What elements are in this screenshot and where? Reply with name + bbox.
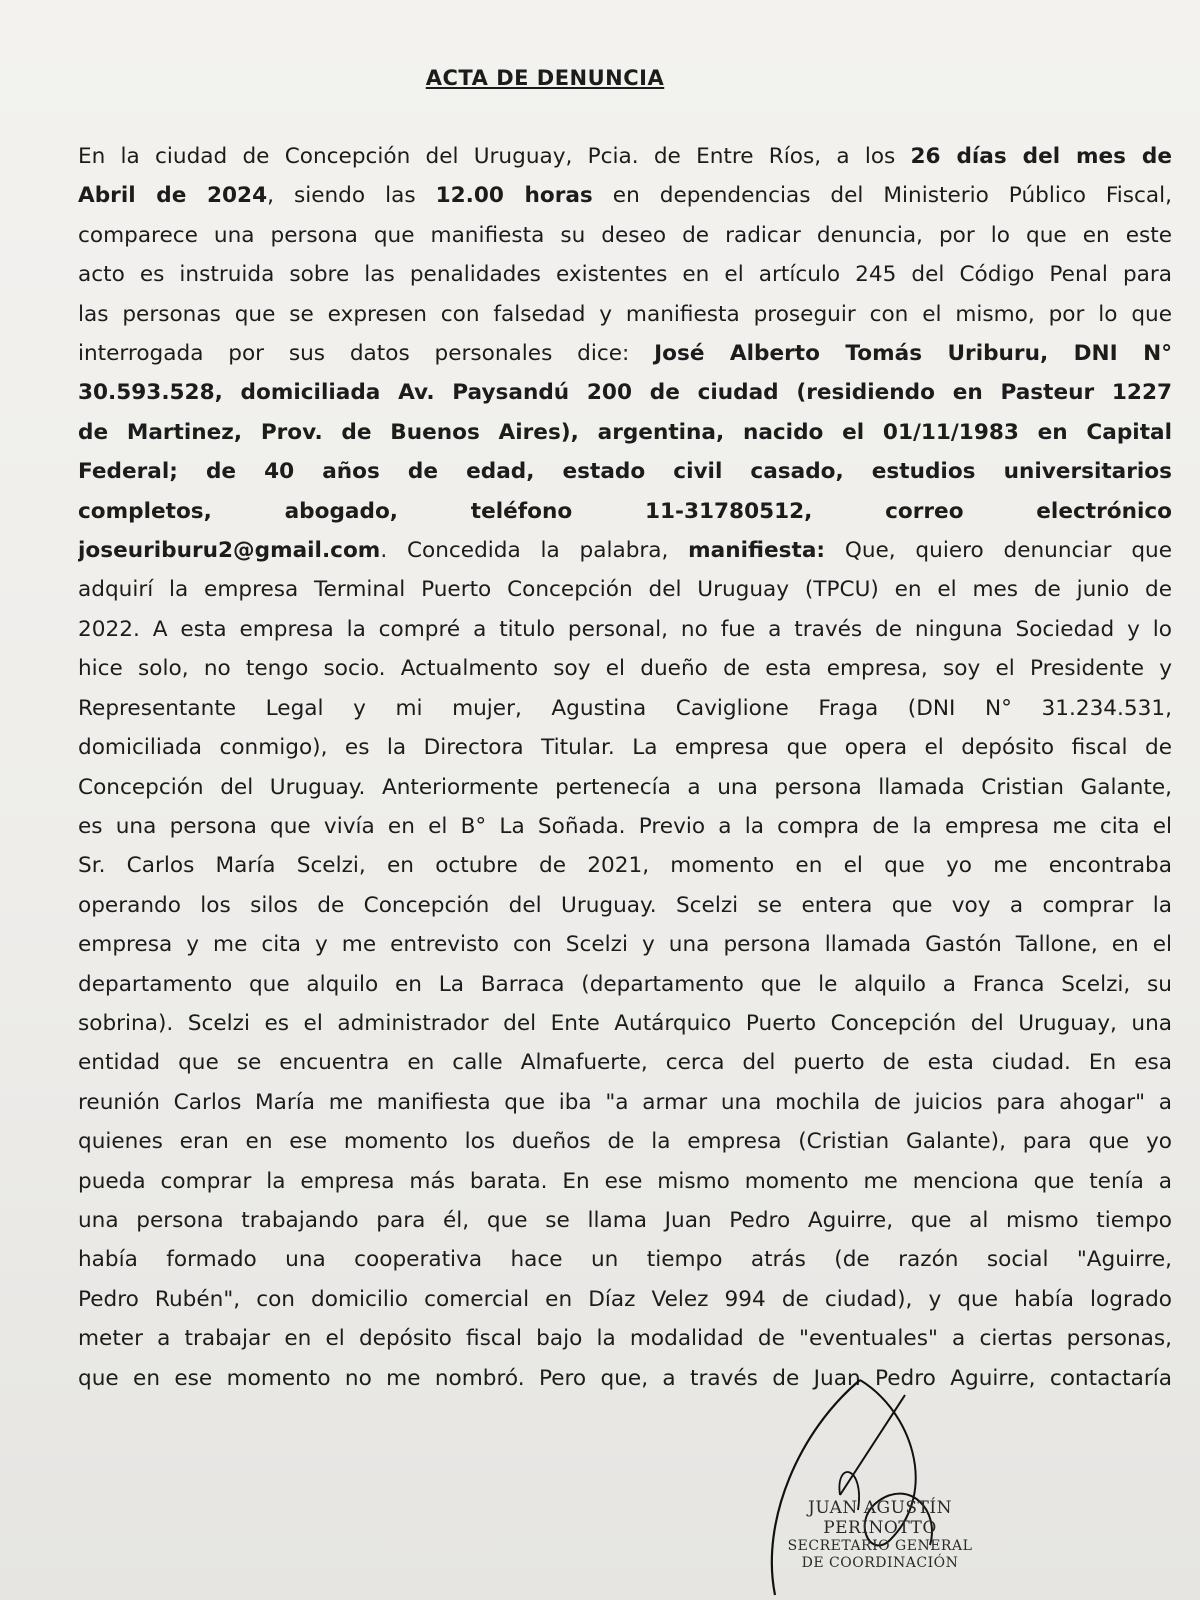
- text-segment: pueda comprar la empresa más barata. En ese mismo momento me menciona que tenía a: [78, 1168, 1172, 1194]
- bold-text-segment: joseuriburu2@gmail.com: [78, 538, 381, 564]
- text-segment: . Concedida la palabra,: [380, 538, 689, 564]
- body-line: [78, 689, 1172, 728]
- text-segment: había formado una cooperativa hace un tiempo atrás (de razón social "Aguirre,: [78, 1247, 1172, 1273]
- bold-text-segment: 12.00 horas: [435, 183, 593, 209]
- stamp-role-line-1: SECRETARIO GENERAL: [787, 1538, 973, 1554]
- text-segment: operando los silos de Concepción del Uruguay. Scelzi se entera que voy a comprar la: [78, 892, 1172, 918]
- bold-text-segment: Abril de 2024: [78, 183, 268, 209]
- text-segment: una persona trabajando para él, que se llama Juan Pedro Aguirre, que al mismo tiempo: [78, 1207, 1172, 1233]
- body-line: [78, 216, 1172, 255]
- text-segment: comparece una persona que manifiesta su deseo de radicar denuncia, por lo que en este: [78, 222, 1172, 248]
- body-line: [78, 1043, 1172, 1082]
- body-line: [78, 965, 1172, 1004]
- text-segment: Representante Legal y mi mujer, Agustina Caviglione Fraga (DNI N° 31.234.531,: [78, 695, 1172, 721]
- text-segment: en dependencias del Ministerio Público Fiscal,: [592, 183, 1172, 209]
- stamp-role-line-2: DE COORDINACIÓN: [801, 1555, 959, 1571]
- body-line: [78, 492, 1172, 531]
- body-line: [78, 452, 1172, 491]
- text-segment: Concepción del Uruguay. Anteriormente pertenecía a una persona llamada Cristian Galante,: [78, 774, 1172, 800]
- text-segment: , siendo las: [267, 183, 436, 209]
- text-segment: reunión Carlos María me manifiesta que iba "a armar una mochila de juicios para ahogar" a: [78, 1089, 1172, 1115]
- body-line: [78, 176, 1172, 215]
- bold-text-segment: 26 días del mes de: [910, 144, 1172, 169]
- bold-text-segment: de Martinez, Prov. de Buenos Aires), argentina, nacido el 01/11/1983 en Capital: [78, 419, 1172, 445]
- body-line: [78, 1280, 1172, 1319]
- text-segment: las personas que se expresen con falsedad y manifiesta proseguir con el mismo, por lo que: [78, 301, 1172, 327]
- text-segment: hice solo, no tengo socio. Actualmento soy el dueño de esta empresa, soy el Presidente y: [78, 656, 1172, 682]
- body-line: [78, 1122, 1172, 1161]
- bold-text-segment: completos, abogado, teléfono 11-31780512, correo electrónico: [78, 498, 1172, 524]
- document-title: ACTA DE DENUNCIA: [425, 66, 665, 90]
- text-segment: meter a trabajar en el depósito fiscal bajo la modalidad de "eventuales" a ciertas personas,: [78, 1326, 1172, 1352]
- body-line: [78, 373, 1172, 412]
- body-line: [78, 649, 1172, 688]
- body-line: [78, 413, 1172, 452]
- bold-text-segment: Federal; de 40 años de edad, estado civil casado, estudios universitarios: [78, 459, 1172, 485]
- body-line: [78, 1004, 1172, 1043]
- text-segment: empresa y me cita y me entrevisto con Scelzi y una persona llamada Gastón Tallone, en el: [78, 932, 1172, 958]
- text-segment: Que, quiero denunciar que: [825, 538, 1172, 564]
- body-line: [78, 570, 1172, 609]
- body-line: [78, 807, 1172, 846]
- text-segment: domiciliada conmigo), es la Directora Titular. La empresa que opera el depósito fiscal de: [78, 735, 1172, 761]
- text-segment: entidad que se encuentra en calle Almafuerte, cerca del puerto de esta ciudad. En esa: [78, 1050, 1172, 1076]
- body-line: [78, 1319, 1172, 1358]
- body-line: [78, 334, 1172, 373]
- body-line: [78, 1162, 1172, 1201]
- body-line: [78, 531, 1172, 570]
- text-segment: sobrina). Scelzi es el administrador del Ente Autárquico Puerto Concepción del Uruguay, una: [78, 1010, 1172, 1036]
- body-line: [78, 768, 1172, 807]
- body-line: [78, 886, 1172, 925]
- body-line: [78, 295, 1172, 334]
- body-line: [78, 1083, 1172, 1122]
- body-line: [78, 925, 1172, 964]
- text-segment: que en ese momento no me nombró. Pero que, a través de Juan Pedro Aguirre, contactaría: [78, 1365, 1172, 1391]
- text-segment: Pedro Rubén", con domicilio comercial en Díaz Velez 994 de ciudad), y que había logrado: [78, 1286, 1172, 1312]
- body-line: [78, 137, 1172, 176]
- text-segment: acto es instruida sobre las penalidades existentes en el artículo 245 del Código Penal para: [78, 262, 1172, 288]
- text-segment: es una persona que vivía en el B° La Soñada. Previo a la compra de la empresa me cita el: [78, 813, 1172, 839]
- body-line: [78, 728, 1172, 767]
- text-segment: 2022. A esta empresa la compré a titulo personal, no fue a través de ninguna Sociedad y lo: [78, 616, 1172, 642]
- bold-text-segment: José Alberto Tomás Uriburu, DNI N°: [654, 341, 1172, 367]
- body-line: [78, 255, 1172, 294]
- body-line: [78, 610, 1172, 649]
- text-segment: departamento que alquilo en La Barraca (departamento que le alquilo a Franca Scelzi, su: [78, 971, 1172, 997]
- text-segment: interrogada por sus datos personales dice:: [78, 341, 655, 367]
- text-segment: adquirí la empresa Terminal Puerto Concepción del Uruguay (TPCU) en el mes de junio de: [78, 577, 1172, 603]
- text-segment: En la ciudad de Concepción del Uruguay, Pcia. de Entre Ríos, a los: [78, 144, 911, 169]
- text-segment: Sr. Carlos María Scelzi, en octubre de 2021, momento en el que yo me encontraba: [78, 853, 1172, 879]
- body-line: [78, 1201, 1172, 1240]
- document-body: [78, 137, 1172, 1398]
- bold-text-segment: manifiesta:: [688, 538, 826, 564]
- stamp-name: JUAN AGUSTÍN PERINOTTO: [808, 1498, 952, 1538]
- body-line: [78, 846, 1172, 885]
- body-line: [78, 1240, 1172, 1279]
- bold-text-segment: 30.593.528, domiciliada Av. Paysandú 200 de ciudad (residiendo en Pasteur 1227: [78, 380, 1172, 406]
- text-segment: quienes eran en ese momento los dueños de la empresa (Cristian Galante), para que yo: [78, 1129, 1172, 1155]
- official-stamp: [760, 1498, 1000, 1572]
